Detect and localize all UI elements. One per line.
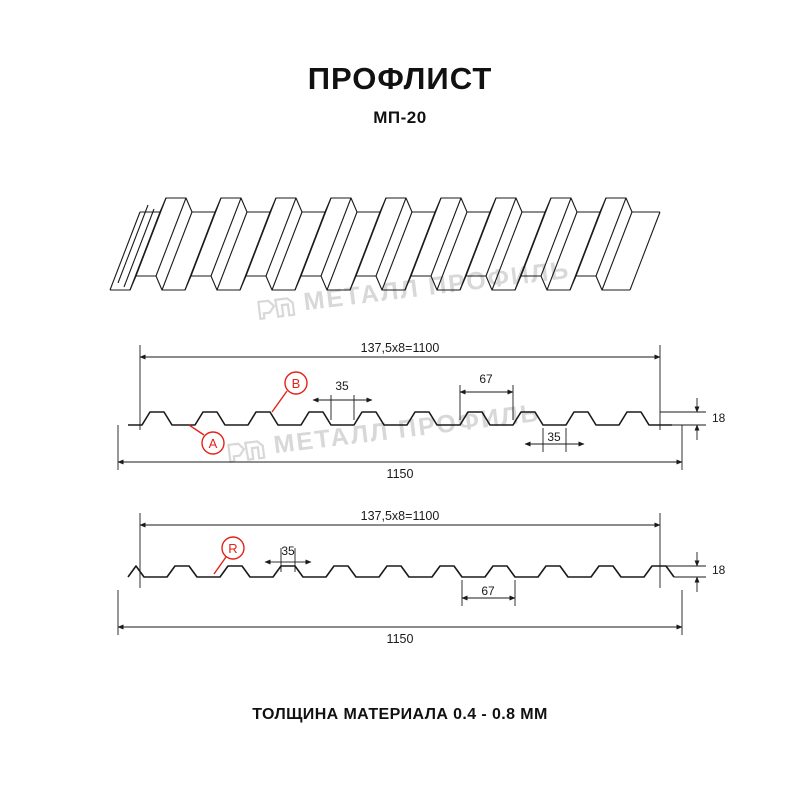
section-a-profile	[128, 412, 672, 425]
material-thickness-note: ТОЛЩИНА МАТЕРИАЛА 0.4 - 0.8 ММ	[252, 706, 548, 723]
section-a-bottom-dimension: 1150	[386, 467, 414, 481]
section-a-flange-dimension-right: 35	[547, 430, 561, 444]
callout-r	[214, 537, 244, 574]
section-a-height-dimension: 18	[712, 411, 726, 425]
watermark-text-bottom: МЕТАЛЛ ПРОФИЛЬ	[272, 398, 542, 460]
section-r-height-dimension: 18	[712, 563, 726, 577]
section-a-flange-dimension-left: 35	[335, 379, 349, 393]
section-r-profile	[128, 566, 674, 577]
section-r-rib-dimension: 67	[481, 584, 495, 598]
section-a-top-dimension: 137,5x8=1100	[360, 341, 440, 355]
callout-a	[189, 425, 224, 454]
callout-a-label: A	[208, 436, 218, 451]
section-r-bottom-dimension: 1150	[386, 632, 414, 646]
section-view-a	[118, 341, 726, 481]
section-a-rib-dimension: 67	[479, 372, 493, 386]
callout-r-label: R	[228, 541, 238, 556]
section-r-flange-dimension: 35	[281, 544, 295, 558]
callout-b	[272, 372, 307, 412]
section-r-top-dimension: 137,5x8=1100	[360, 509, 440, 523]
isometric-profile-view	[110, 198, 660, 290]
section-view-r	[118, 509, 726, 646]
callout-b-label: B	[291, 376, 301, 391]
model-name: МП-20	[373, 108, 427, 128]
page-title: ПРОФЛИСТ	[307, 61, 493, 96]
watermark-text-top: МЕТАЛЛ ПРОФИЛЬ	[302, 255, 572, 317]
